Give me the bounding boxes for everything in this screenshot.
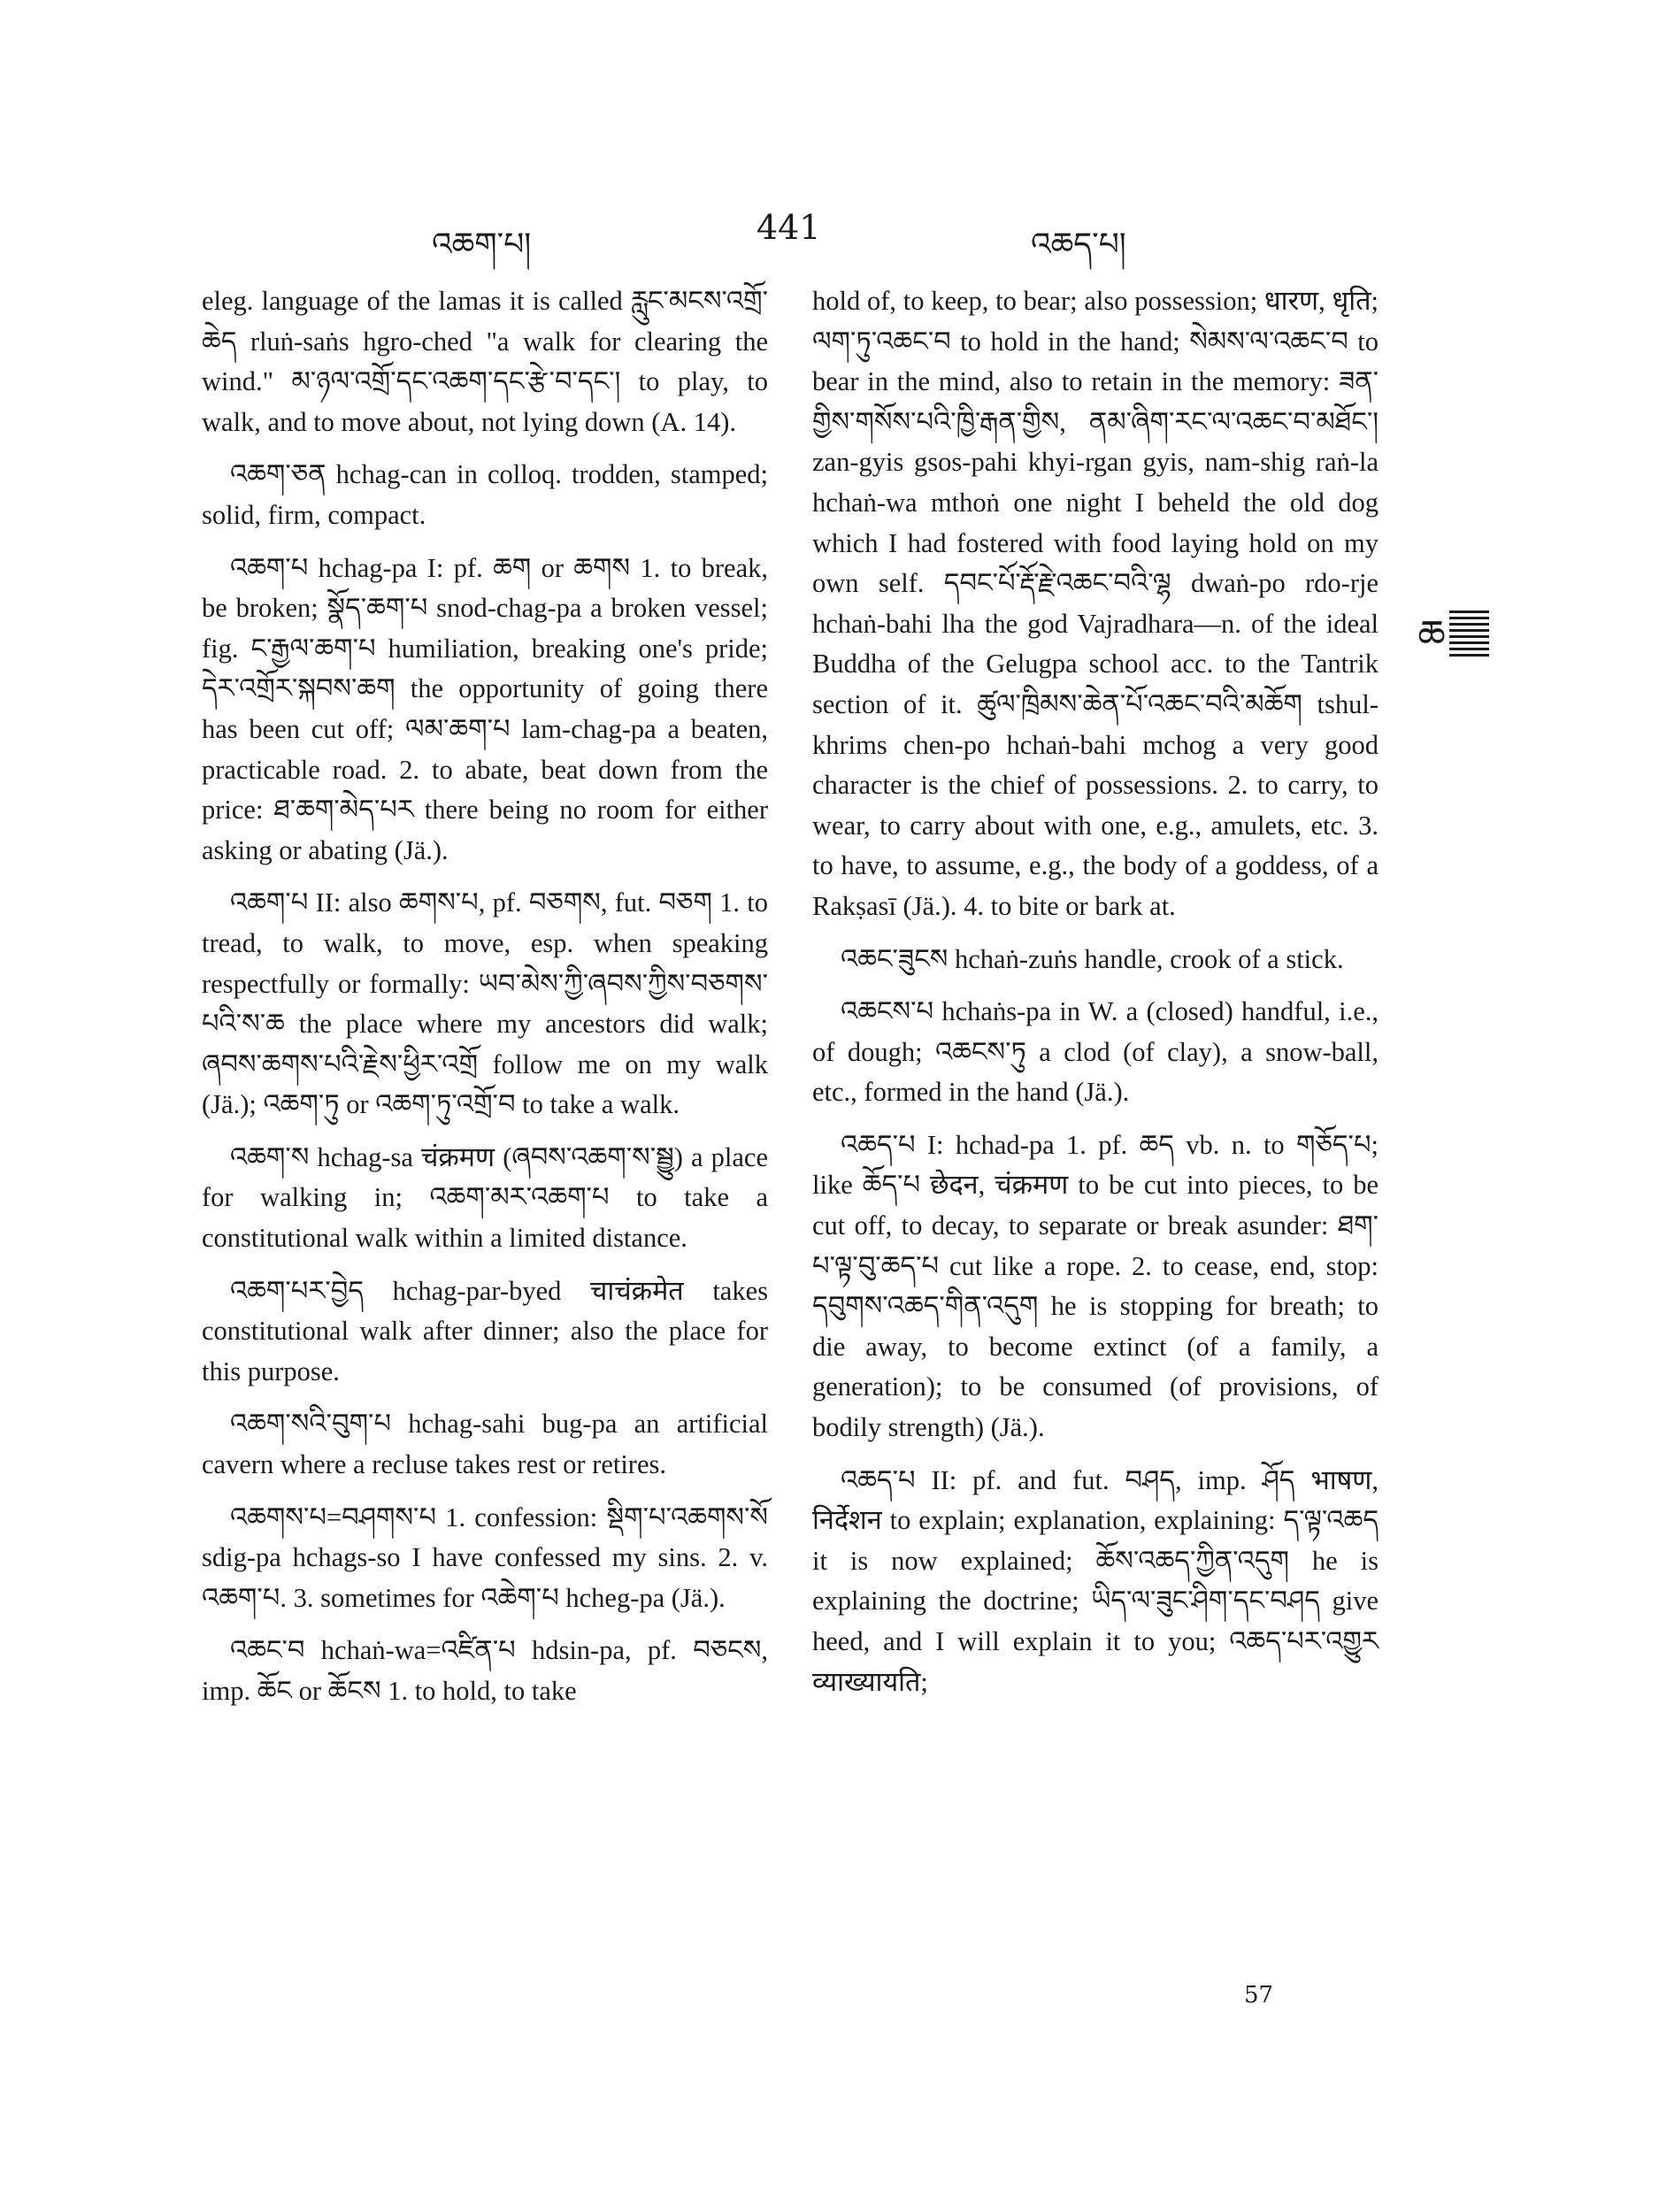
entry-paragraph: eleg. language of the lamas it is called རླུང་མངས་འགྲོ་ཆེད rluṅ-saṅs hgro-ched "a walk for clearing the wind." མ་ཉལ་འགྲོ་དང་འཆག་དང་རྩེ་བ་དང་། to play, to walk, and to move about, not lying down (A. 14). (202, 286, 768, 437)
running-head-left: འཆག་པ། (432, 227, 532, 263)
entry-paragraph: འཆག་པ II: also ཆགས་པ, pf. བཅགས, fut. བཅག 1. to tread, to walk, to move, esp. when speaking respectfully or formally: ཡབ་མེས་ཀྱི་ཞབས་ཀྱིས་བཅགས་པའི་ས་ཆ the place where my ancestors did walk; ཞབས་ཆགས་པའི་རྗེས་ཕྱིར་འགྲོ follow me on my walk (Jä.); འཆག་ཏུ or འཆག་ཏུ་འགྲོ་བ to take a walk. (202, 887, 768, 1120)
entry-paragraph: འཆགས་པ=བཤགས་པ 1. confession: སྡིག་པ་འཆགས་སོ sdig-pa hchags-so I have confessed my sins. 2. v. འཆག་པ. 3. sometimes for འཆེག་པ hcheg-pa (Jä.). (202, 1502, 768, 1613)
running-head-right: འཆད་པ། (1031, 227, 1126, 263)
entry-paragraph: འཆངས་པ hchaṅs-pa in W. a (closed) handful, i.e., of dough; འཆངས་ཏུ a clod (of clay), a snow-ball, etc., formed in the hand (Jä.). (812, 996, 1379, 1108)
entry-paragraph: འཆང་བ hchaṅ-wa=འཛིན་པ hdsin-pa, pf. བཅངས, imp. ཆོང or ཆོངས 1. to hold, to take (202, 1635, 768, 1706)
signature-mark: 57 (1244, 1982, 1274, 2008)
page-number: 441 (757, 208, 821, 247)
entry-paragraph: འཆད་པ II: pf. and fut. བཤད, imp. ཤོད भाषण, निर्देशन to explain; explanation, explaining: ད་ལྟ་འཆད it is now explained; ཆོས་འཆད་ཀྱིན་འདུག he is explaining the doctrine; ཡིད་ལ་ཟུང་ཤིག་དང་བཤད give heed, and I will explain it to you; འཆད་པར་འགྱུར व्याख्यायति; (812, 1464, 1379, 1697)
entry-paragraph: འཆག་སའི་བུག་པ hchag-sahi bug-pa an artificial cavern where a recluse takes rest or retires. (202, 1409, 768, 1480)
entry-paragraph: འཆང་ཟུངས hchaṅ-zuṅs handle, crook of a stick. (841, 943, 1344, 974)
thumb-index-glyph: ཆ (1414, 611, 1449, 660)
page-header (0, 208, 1659, 261)
entry-paragraph: འཆག་ས hchag-sa चंक्रमण (ཞབས་འཆག་ས་སྦྱུ) a place for walking in; འཆག་མར་འཆག་པ to take a constitutional walk within a limited distance. (202, 1141, 768, 1254)
entry-paragraph: hold of, to keep, to bear; also possession; धारण, धृति; ལག་ཏུ་འཆང་བ to hold in the hand; སེམས་ལ་འཆང་བ to bear in the mind, also to retain in the memory: ཟན་གྱིས་གསོས་པའི་ཁྱི་རྒན་གྱིས, ནམ་ཞིག་རང་ལ་འཆང་བ་མཐོང་། zan-gyis gsos-pahi khyi-rgan gyis, nam-shig raṅ-la hchaṅ-wa mthoṅ one night I beheld the old dog which I had fostered with food laying hold on my own self. དབང་པོ་རྡོ་རྗེ་འཆང་བའི་ལྷ dwaṅ-po rdo-rje hchaṅ-bahi lha the god Vajradhara—n. of the ideal Buddha of the Gelugpa school acc. to the Tantrik section of it. ཚུལ་ཁྲིམས་ཆེན་པོ་འཆང་བའི་མཆོག tshul-khrims chen-po hchaṅ-bahi mchog a very good character is the chief of possessions. 2. to carry, to wear, to carry about with one, e.g., amulets, etc. 3. to have, to assume, e.g., the body of a goddess, of a Rakṣasī (Jä.). 4. to bite or bark at. (812, 286, 1379, 921)
left-column (202, 281, 768, 1724)
entry-paragraph: འཆག་པ hchag-pa I: pf. ཆག or ཆགས 1. to break, be broken; སྣོད་ཆག་པ snod-chag-pa a broken vessel; fig. ང་རྒྱལ་ཆག་པ humiliation, breaking one's pride; དེར་འགྲོར་སྐབས་ཆག the opportunity of going there has been cut off; ལམ་ཆག་པ lam-chag-pa a beaten, practicable road. 2. to abate, beat down from the price: ཐ་ཆག་མེད་པར there being no room for either asking or abating (Jä.). (202, 552, 768, 865)
entry-paragraph: འཆད་པ I: hchad-pa 1. pf. ཆད vb. n. to གཅོད་པ; like ཆོད་པ छेदन, चंक्रमण to be cut into pieces, to be cut off, to decay, to separate or break asunder: ཐག་པ་ལྟ་བུ་ཆད་པ cut like a rope. 2. to cease, end, stop: དབུགས་འཆད་གིན་འདུག he is stopping for breath; to die away, to become extinct (of a family, a generation); to be consumed (of provisions, of bodily strength) (Jä.). (812, 1129, 1379, 1443)
entry-paragraph: འཆག་ཅན hchag-can in colloq. trodden, stamped; solid, firm, compact. (202, 459, 768, 530)
right-column (812, 281, 1379, 1715)
entry-paragraph: འཆག་པར་བྱེད hchag-par-byed चाचंक्रमेत takes constitutional walk after dinner; also the place for this purpose. (202, 1275, 768, 1386)
